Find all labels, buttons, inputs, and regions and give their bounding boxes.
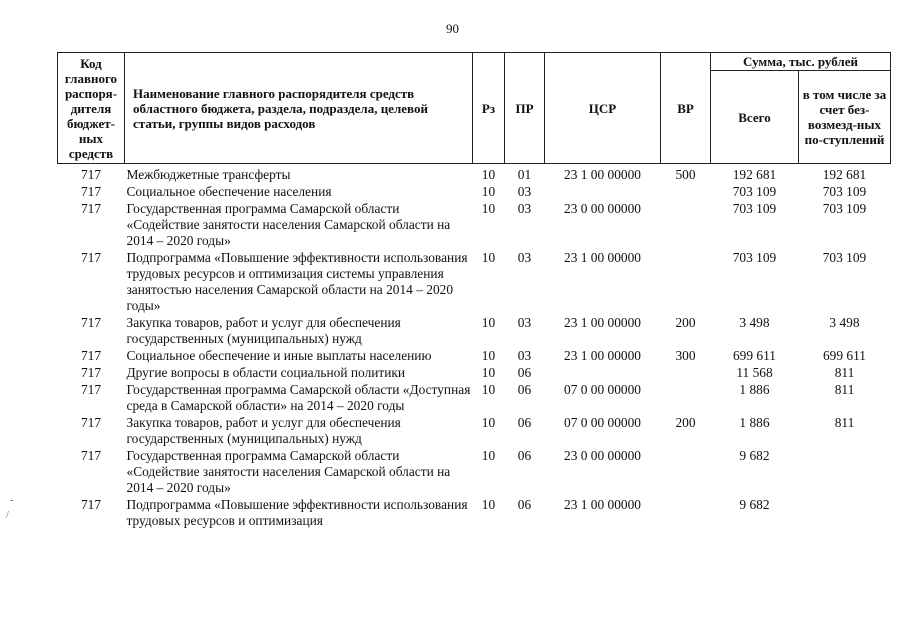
- table-row: [58, 164, 891, 184]
- cell-pr: 06: [517, 448, 532, 463]
- cell-grants: 811: [834, 382, 855, 397]
- table-row: [58, 364, 891, 381]
- margin-mark: /: [6, 510, 9, 521]
- cell-csr: 23 1 00 00000: [564, 315, 641, 330]
- cell-pr: 03: [517, 250, 532, 265]
- cell-vr: 200: [675, 315, 696, 330]
- cell-vr: [661, 381, 711, 414]
- cell-grants: 3 498: [829, 315, 860, 330]
- cell-code: 717: [80, 448, 102, 463]
- cell-code: 717: [80, 348, 102, 363]
- cell-csr: 07 0 00 00000: [564, 415, 641, 430]
- cell-total: 9 682: [739, 497, 770, 512]
- table-row: [58, 183, 891, 200]
- cell-total: 11 568: [736, 365, 773, 380]
- cell-name: Социальное обеспечение и иные выплаты населению: [126, 348, 432, 363]
- cell-grants: 811: [834, 365, 855, 380]
- cell-csr: 23 1 00 00000: [564, 497, 641, 512]
- cell-code: 717: [80, 365, 102, 380]
- cell-code: 717: [80, 167, 102, 182]
- cell-name: Государственная программа Самарской области «Содействие занятости населения Самарской области на 2014 – 2020 годы»: [126, 201, 451, 248]
- cell-grants: 192 681: [822, 167, 867, 182]
- cell-csr: 23 0 00 00000: [564, 448, 641, 463]
- cell-name: Социальное обеспечение населения: [126, 184, 332, 199]
- cell-code: 717: [80, 415, 102, 430]
- header-name: Наименование главного распорядителя средств областного бюджета, раздела, подраздела, целевой статьи, группы видов расходов: [125, 53, 473, 164]
- cell-vr: 500: [675, 167, 696, 182]
- cell-total: 703 109: [732, 250, 777, 265]
- cell-vr: 300: [675, 348, 696, 363]
- margin-mark: -: [10, 495, 14, 506]
- cell-vr: [661, 496, 711, 529]
- table-row: [58, 200, 891, 249]
- cell-csr: [545, 183, 661, 200]
- table-row: [58, 249, 891, 314]
- cell-code: 717: [80, 497, 102, 512]
- cell-rz: 10: [481, 448, 496, 463]
- cell-total: 192 681: [732, 167, 777, 182]
- cell-pr: 03: [517, 348, 532, 363]
- cell-name: Закупка товаров, работ и услуг для обеспечения государственных (муниципальных) нужд: [126, 315, 401, 346]
- header-vr: ВР: [661, 53, 711, 164]
- cell-vr: [661, 200, 711, 249]
- cell-total: 9 682: [739, 448, 770, 463]
- header-pr: ПР: [505, 53, 545, 164]
- cell-rz: 10: [481, 184, 496, 199]
- cell-code: 717: [80, 201, 102, 216]
- cell-total: 699 611: [732, 348, 777, 363]
- cell-total: 703 109: [732, 201, 777, 216]
- header-rz: Рз: [473, 53, 505, 164]
- cell-name: Подпрограмма «Повышение эффективности использования трудовых ресурсов и оптимизация: [126, 497, 468, 528]
- cell-code: 717: [80, 184, 102, 199]
- header-grants: в том числе за счет без-возмезд-ных по-ступлений: [799, 71, 891, 164]
- table-row: [58, 414, 891, 447]
- cell-grants: [799, 447, 891, 496]
- cell-pr: 06: [517, 415, 532, 430]
- cell-vr: [661, 249, 711, 314]
- cell-rz: 10: [481, 250, 496, 265]
- cell-rz: 10: [481, 167, 496, 182]
- cell-pr: 06: [517, 497, 532, 512]
- table-header: [58, 53, 891, 164]
- cell-vr: [661, 183, 711, 200]
- table-row: [58, 347, 891, 364]
- cell-name: Закупка товаров, работ и услуг для обеспечения государственных (муниципальных) нужд: [126, 415, 401, 446]
- header-csr: ЦСР: [545, 53, 661, 164]
- cell-csr: 07 0 00 00000: [564, 382, 641, 397]
- cell-csr: [545, 364, 661, 381]
- budget-table: [57, 52, 891, 529]
- cell-total: 3 498: [739, 315, 770, 330]
- table-row: [58, 496, 891, 529]
- cell-csr: 23 1 00 00000: [564, 250, 641, 265]
- cell-code: 717: [80, 250, 102, 265]
- cell-vr: [661, 364, 711, 381]
- cell-grants: 811: [834, 415, 855, 430]
- cell-csr: 23 1 00 00000: [564, 348, 641, 363]
- cell-grants: 699 611: [822, 348, 867, 363]
- table-row: [58, 381, 891, 414]
- table-row: [58, 447, 891, 496]
- table-row: [58, 314, 891, 347]
- cell-rz: 10: [481, 348, 496, 363]
- cell-pr: 03: [517, 201, 532, 216]
- cell-grants: 703 109: [822, 201, 867, 216]
- cell-name: Межбюджетные трансферты: [126, 167, 291, 182]
- table-body: [58, 164, 891, 530]
- cell-csr: 23 0 00 00000: [564, 201, 641, 216]
- cell-rz: 10: [481, 497, 496, 512]
- cell-total: 1 886: [739, 382, 770, 397]
- cell-grants: [799, 496, 891, 529]
- cell-rz: 10: [481, 382, 496, 397]
- cell-rz: 10: [481, 365, 496, 380]
- cell-total: 703 109: [732, 184, 777, 199]
- cell-name: Другие вопросы в области социальной политики: [126, 365, 406, 380]
- cell-name: Государственная программа Самарской области «Содействие занятости населения Самарской области на 2014 – 2020 годы»: [126, 448, 451, 495]
- cell-name: Государственная программа Самарской области «Доступная среда в Самарской области» на 2014 – 2020 годы: [126, 382, 471, 413]
- cell-pr: 03: [517, 315, 532, 330]
- cell-grants: 703 109: [822, 184, 867, 199]
- header-sum-group: Сумма, тыс. рублей: [711, 53, 891, 71]
- cell-rz: 10: [481, 201, 496, 216]
- page-number: 90: [446, 21, 459, 36]
- cell-vr: [661, 447, 711, 496]
- cell-total: 1 886: [739, 415, 770, 430]
- cell-vr: 200: [675, 415, 696, 430]
- cell-grants: 703 109: [822, 250, 867, 265]
- cell-rz: 10: [481, 415, 496, 430]
- cell-code: 717: [80, 382, 102, 397]
- cell-pr: 03: [517, 184, 532, 199]
- cell-pr: 06: [517, 382, 532, 397]
- cell-pr: 01: [517, 167, 532, 182]
- header-code: Код главного распоря-дителя бюджет-ных средств: [58, 53, 125, 164]
- cell-rz: 10: [481, 315, 496, 330]
- cell-code: 717: [80, 315, 102, 330]
- cell-name: Подпрограмма «Повышение эффективности использования трудовых ресурсов и оптимизация системы управления занятостью населения Самарской области на 2014 – 2020 годы»: [126, 250, 468, 313]
- header-total: Всего: [711, 71, 799, 164]
- cell-pr: 06: [517, 365, 532, 380]
- cell-csr: 23 1 00 00000: [564, 167, 641, 182]
